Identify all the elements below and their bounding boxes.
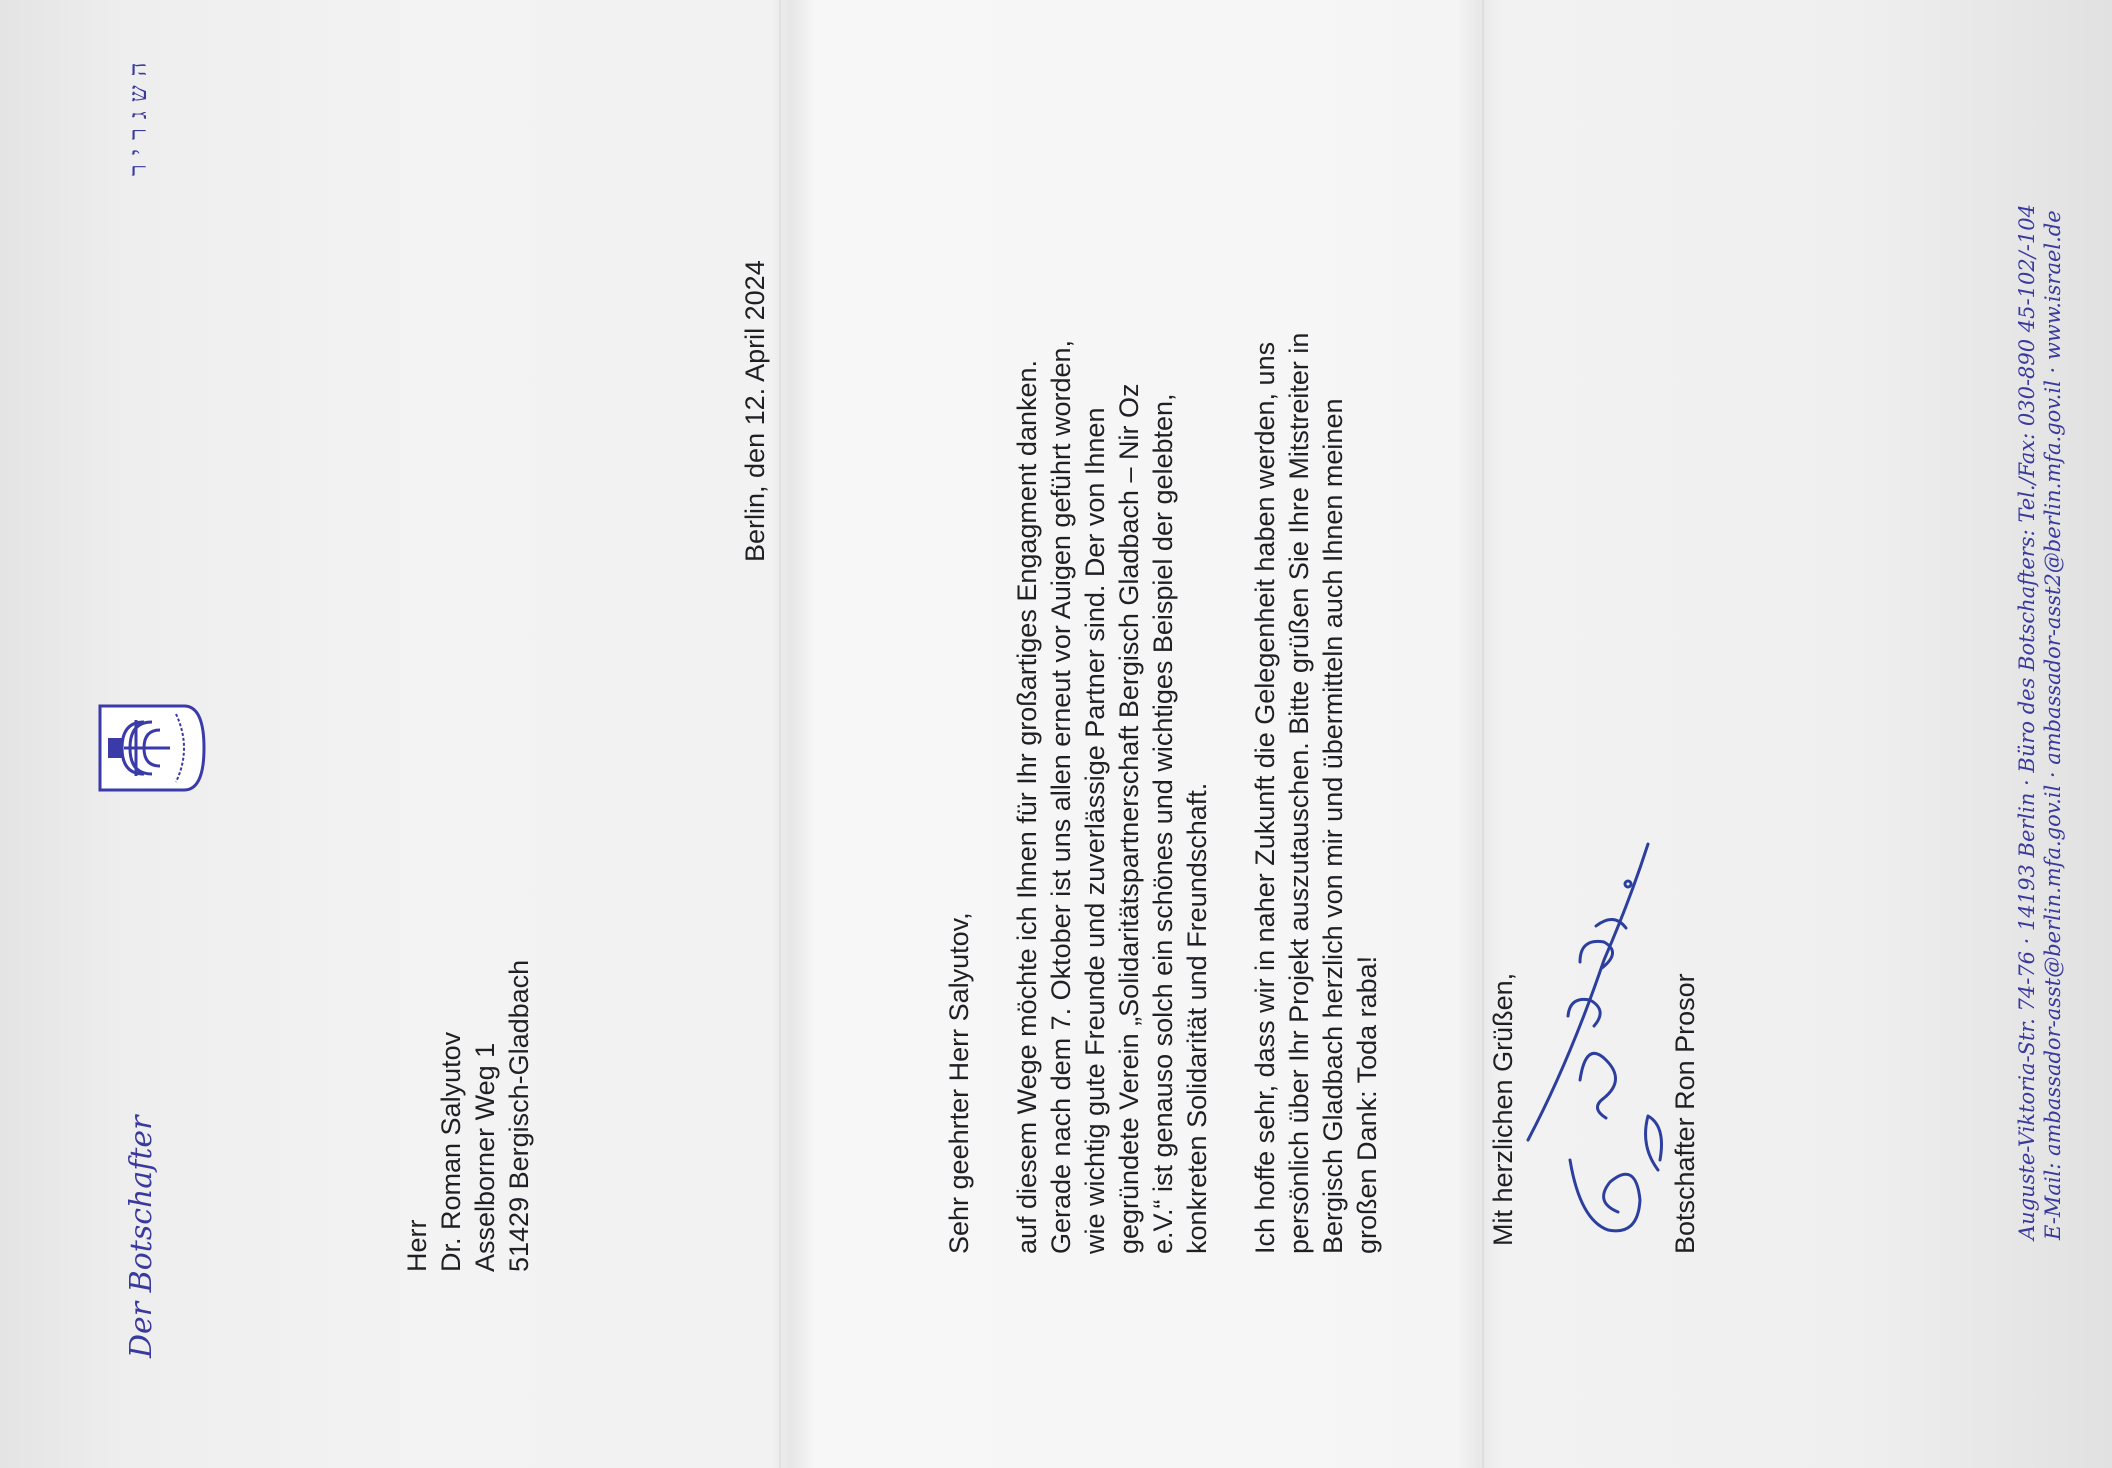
paragraph-line: persönlich über Ihr Projekt auszutauschen. Bitte grüßen Sie Ihre Mitstreiter in bbox=[1284, 332, 1314, 1254]
paragraph-2 bbox=[1248, 333, 1384, 1254]
hebrew-title: השגריר bbox=[124, 53, 152, 176]
paragraph-line: Bergisch Gladbach herzlich von mir und übermitteln auch Ihnen meinen bbox=[1318, 398, 1348, 1254]
closing: Mit herzlichen Grüßen, bbox=[1488, 972, 1518, 1246]
paragraph-line: gegründete Verein „Solidaritätspartnerschaft Bergisch Gladbach – Nir Oz bbox=[1114, 383, 1144, 1254]
paragraph-line: wie wichtig gute Freunde und zuverlässige Partner sind. Der von Ihnen bbox=[1080, 407, 1110, 1254]
footer-email-line: E-Mail: ambassador-asst@berlin.mfa.gov.il · ambassador-asst2@berlin.mfa.gov.il · www.israel.de bbox=[2041, 210, 2065, 1240]
recipient-address bbox=[400, 960, 536, 1272]
paragraph-line: auf diesem Wege möchte ich Ihnen für Ihr großartiges Engagment danken. bbox=[1012, 359, 1042, 1254]
paragraph-line: Ich hoffe sehr, dass wir in naher Zukunft die Gelegenheit haben werden, uns bbox=[1250, 341, 1280, 1254]
recipient-line: Asselborner Weg 1 bbox=[470, 1042, 500, 1272]
paragraph-line: Gerade nach dem 7. Oktober ist uns allen erneut vor Auigen geführt worden, bbox=[1046, 339, 1076, 1254]
fold-line bbox=[1482, 0, 1484, 1468]
paragraph-line: e.V.“ ist genauso solch ein schönes und wichtiges Beispiel der gelebten, bbox=[1148, 393, 1178, 1254]
recipient-line: 51429 Bergisch-Gladbach bbox=[504, 959, 534, 1272]
footer-address-line: Auguste-Viktoria-Str. 74-76 · 14193 Berlin · Büro des Botschafters: Tel./Fax: 030-890 45-102/-104 bbox=[2015, 204, 2039, 1240]
salutation: Sehr geehrter Herr Salyutov, bbox=[944, 912, 974, 1254]
signatory: Botschafter Ron Prosor bbox=[1670, 973, 1700, 1254]
paragraph-1 bbox=[1010, 340, 1214, 1254]
fold-line bbox=[779, 0, 781, 1468]
recipient-line: Dr. Roman Salyutov bbox=[436, 1031, 466, 1272]
footer-contact bbox=[2014, 204, 2066, 1240]
paragraph-line: konkreten Solidarität und Freundschaft. bbox=[1182, 782, 1212, 1254]
office-title: Der Botschafter bbox=[124, 1115, 159, 1358]
recipient-line: Herr bbox=[402, 1219, 432, 1272]
paragraph-line: großen Dank: Toda raba! bbox=[1352, 955, 1382, 1254]
date-line: Berlin, den 12. April 2024 bbox=[740, 260, 770, 562]
state-emblem-icon bbox=[96, 700, 208, 796]
